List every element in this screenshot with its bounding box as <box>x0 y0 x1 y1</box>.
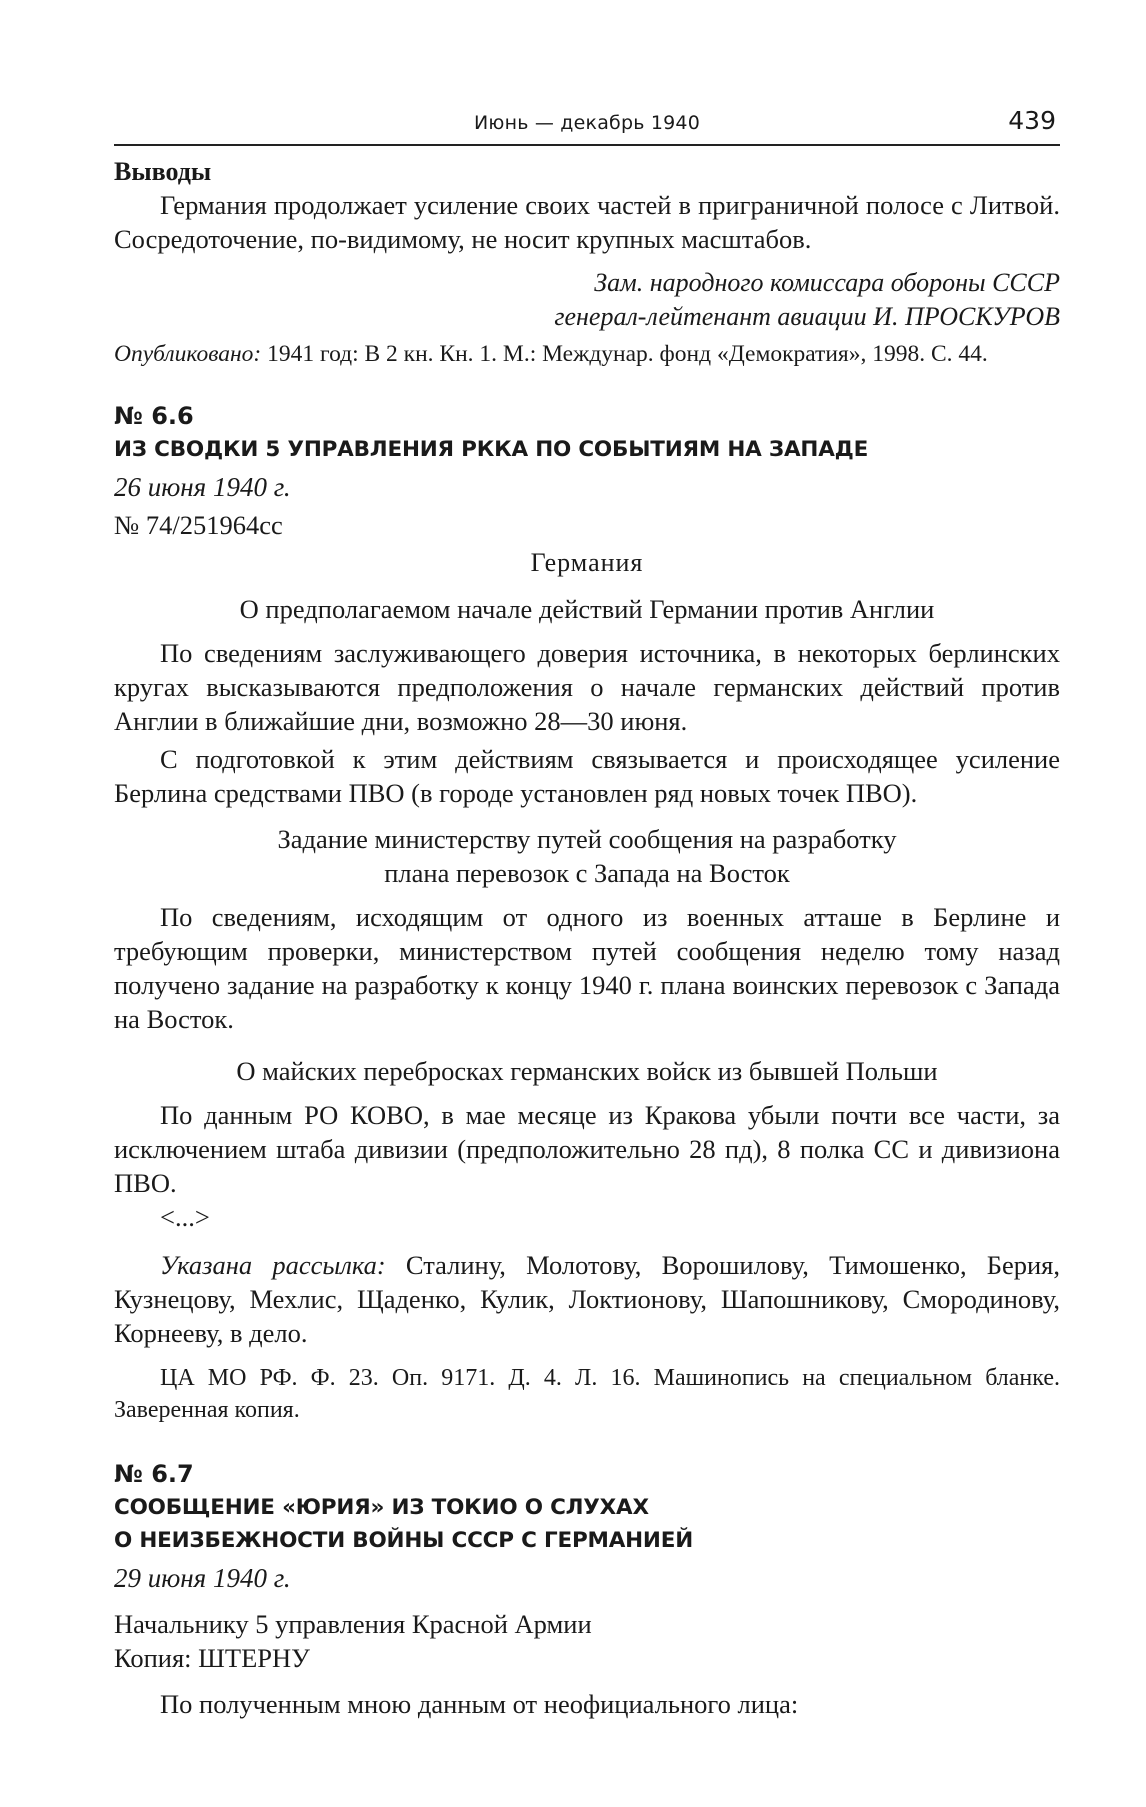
page-content <box>114 156 1060 1721</box>
running-title: Июнь — декабрь 1940 <box>473 112 701 134</box>
doc-6-7-first-line: По полученным мною данным от неофициального лица: <box>160 1689 799 1719</box>
publication-note <box>114 338 1060 370</box>
section-1-paragraph-2: С подготовкой к этим действиям связывается и происходящее усиление Берлина средствами ПВО (в городе установлен ряд новых точек ПВО). <box>114 744 1060 808</box>
section-1-paragraph-1: По сведениям заслуживающего доверия источника, в некоторых берлинских кругах высказываются предположения о начале германских действий против Англии в ближайшие дни, возможно 28—30 июня. <box>114 638 1060 736</box>
publication-label: Опубликовано: <box>114 341 262 367</box>
mailing-label: Указана рассылка: <box>160 1250 386 1280</box>
section-2-title-line-2: плана перевозок с Запада на Восток <box>384 858 790 888</box>
doc-6-7-number: № 6.7 <box>114 1460 194 1488</box>
signature-line-2: генерал-лейтенант авиации И. ПРОСКУРОВ <box>554 302 1060 331</box>
page-number: 439 <box>1008 106 1056 135</box>
mailing-text: Сталину, Молотову, Ворошилову, Тимошенко, Берия, Кузнецову, Мехлис, Щаденко, Кулик, Локтионову, Шапошникову, Смородинову, Корнееву, в дело. <box>114 1250 1060 1348</box>
section-2-title-line-1: Задание министерству путей сообщения на разработку <box>277 824 897 854</box>
doc-6-6-ref: № 74/251964сс <box>114 510 283 540</box>
section-3-paragraph-1: По данным РО КОВО, в мае месяце из Кракова убыли почти все части, за исключением штаба дивизии (предположительно 28 пд), 8 полка СС и дивизиона ПВО. <box>114 1100 1060 1198</box>
doc-6-6-number: № 6.6 <box>114 402 194 430</box>
section-3-title: О майских переброcках германских войск из бывшей Польши <box>236 1056 938 1086</box>
section-1-title: О предполагаемом начале действий Германии против Англии <box>239 594 935 624</box>
mailing-list <box>114 1248 1060 1350</box>
doc-6-7-date: 29 июня 1940 г. <box>114 1563 291 1593</box>
doc-6-6-title: ИЗ СВОДКИ 5 УПРАВЛЕНИЯ РККА ПО СОБЫТИЯМ НА ЗАПАДЕ <box>114 437 869 462</box>
conclusions-text: Германия продолжает усиление своих частей в приграничной полосе с Литвой. Сосредоточение, по-видимому, не носит крупных масштабов. <box>114 190 1060 254</box>
signature-line-1: Зам. народного комиссара обороны СССР <box>594 268 1060 297</box>
conclusions-heading: Выводы <box>114 157 212 186</box>
archive-reference: ЦА МО РФ. Ф. 23. Оп. 9171. Д. 4. Л. 16. Машинопись на специальном бланке. Заверенная копия. <box>114 1365 1060 1423</box>
doc-6-6-date: 26 июня 1940 г. <box>114 472 291 502</box>
doc-6-7-title-line-1: СООБЩЕНИЕ «ЮРИЯ» ИЗ ТОКИО О СЛУХАХ <box>114 1495 649 1520</box>
doc-6-7-title-line-2: О НЕИЗБЕЖНОСТИ ВОЙНЫ СССР С ГЕРМАНИЕЙ <box>114 1528 693 1553</box>
doc-6-7-addressee-2: Копия: ШТЕРНУ <box>114 1643 310 1673</box>
publication-text: 1941 год: В 2 кн. Кн. 1. М.: Междунар. фонд «Демократия», 1998. С. 44. <box>267 341 988 367</box>
doc-6-6-country: Германия <box>530 548 644 577</box>
doc-6-7-addressee-1: Начальнику 5 управления Красной Армии <box>114 1609 592 1639</box>
section-2-paragraph-1: По сведениям, исходящим от одного из военных атташе в Берлине и требующим проверки, министерством путей сообщения неделю тому назад получено задание на разработку к концу 1940 г. плана воинских перевозок с Запада на Восток. <box>114 902 1060 1034</box>
page-header <box>114 108 1060 146</box>
ellipsis: <...> <box>160 1202 210 1232</box>
